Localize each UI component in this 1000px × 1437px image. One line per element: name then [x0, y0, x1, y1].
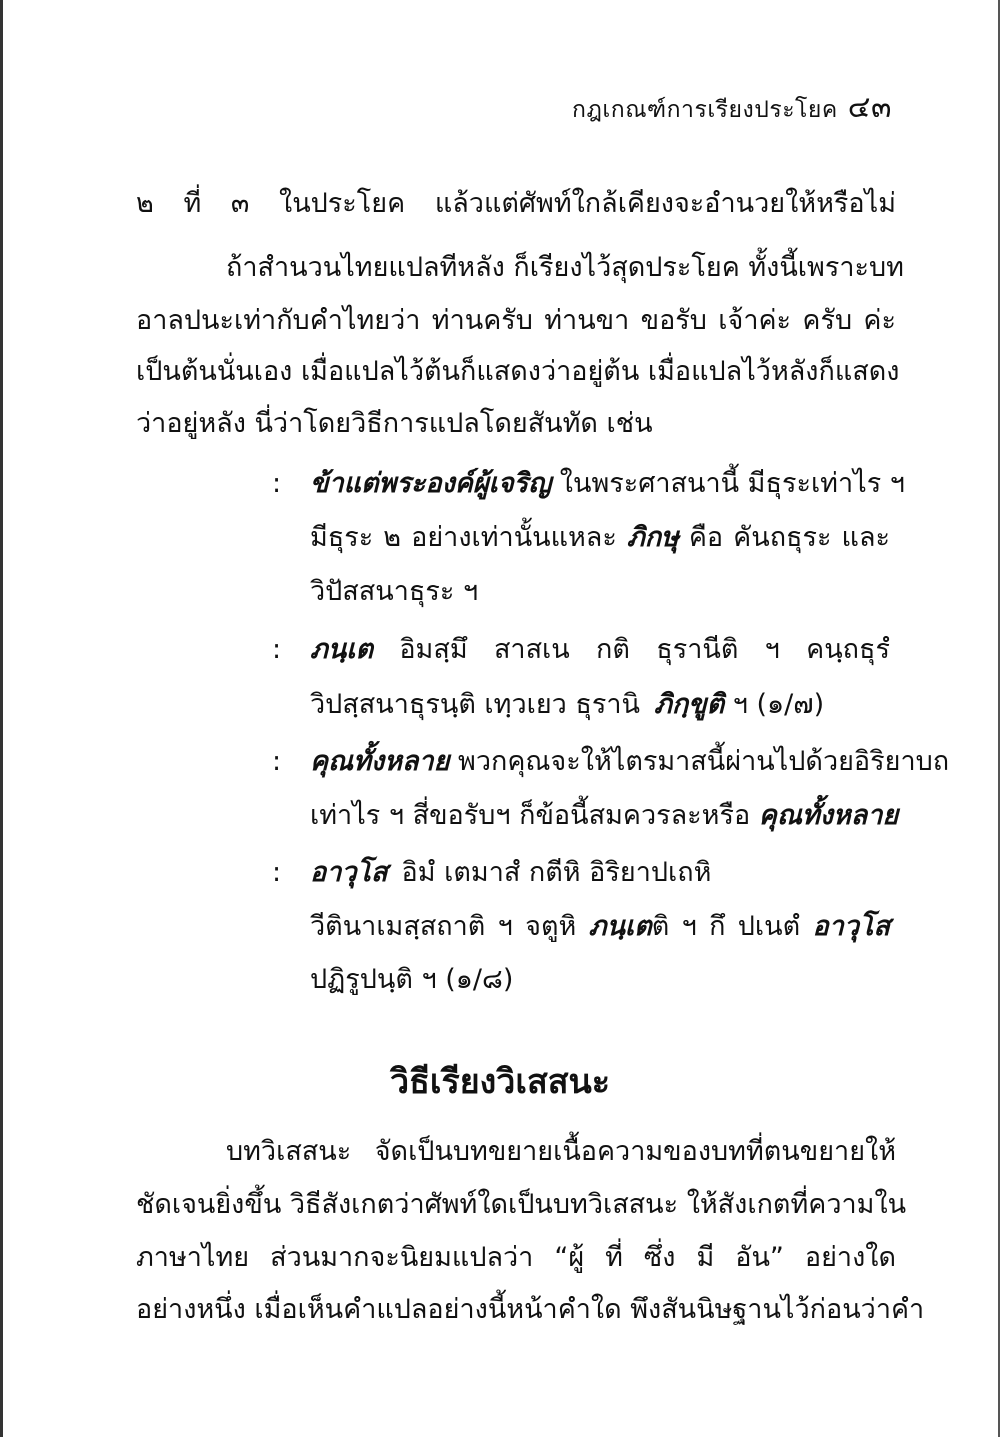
para1-line-2: ถ้าสำนวนไทยแปลทีหลัง ก็เรียงไว้สุดประโยค ทั้งนี้เพราะบท [226, 252, 904, 283]
para1-line-1: ๒ ที่ ๓ ในประโยค แล้วแต่ศัพท์ใกล้เคียงจะอำนวยให้หรือไม่ [136, 188, 896, 219]
example-3-text-2: เท่าไร ฯ สี่ขอรับฯ ก็ข้อนี้สมควรละหรือ [310, 800, 751, 831]
para1-line-5: ว่าอยู่หลัง นี่ว่าโดยวิธีการแปลโดยสันทัด เช่น [136, 408, 653, 439]
example-1-bold-1: ข้าแต่พระองค์ผู้เจริญ [310, 468, 552, 499]
example-1-bold-2: ภิกษุ [626, 522, 679, 553]
example-3-colon: : [272, 746, 282, 777]
para2-line-2: ชัดเจนยิ่งขึ้น วิธีสังเกตว่าศัพท์ใดเป็นบทวิเสสนะ ให้สังเกตที่ความใน [136, 1189, 907, 1220]
para2-line-1: บทวิเสสนะ จัดเป็นบทขยายเนื้อความของบทที่ตนขยายให้ [226, 1136, 896, 1167]
example-1-text-2: มีธุระ ๒ อย่างเท่านั้นแหละ [310, 522, 617, 553]
example-2-line-1 [310, 632, 890, 668]
para1-line-4: เป็นต้นนั่นเอง เมื่อแปลไว้ต้นก็แสดงว่าอยู่ต้น เมื่อแปลไว้หลังก็แสดง [136, 356, 900, 387]
example-1-line-1 [310, 466, 905, 502]
example-2-bold-1: ภนฺเต [310, 634, 374, 665]
para2-line-3: ภาษาไทย ส่วนมากจะนิยมแปลว่า “ผู้ ที่ ซึ่ง มี อัน” อย่างใด [136, 1242, 896, 1273]
example-3-bold-1: คุณทั้งหลาย [310, 746, 450, 777]
example-2-text-1: อิมสฺมึ สาสเน กติ ธุรานีติ ฯ คนฺถธุรํ [399, 634, 890, 665]
para1-line-3: อาลปนะเท่ากับคำไทยว่า ท่านครับ ท่านขา ขอรับ เจ้าค่ะ ครับ ค่ะ [136, 305, 896, 336]
example-2-colon: : [272, 634, 282, 665]
example-3-text-1: พวกคุณจะให้ไตรมาสนี้ผ่านไปด้วยอิริยาบถ [458, 746, 950, 777]
example-4-line-1 [310, 855, 711, 891]
example-2-line-2 [310, 687, 824, 723]
example-4-colon: : [272, 857, 282, 888]
section-heading: วิธีเรียงวิเสสนะ [390, 1062, 610, 1102]
example-4-line-2 [310, 909, 890, 945]
example-3-line-2 [310, 798, 899, 834]
example-4-bold-3: อาวุโส [812, 911, 890, 942]
example-4-bold-1: อาวุโส [310, 857, 388, 888]
page-left-edge [0, 0, 3, 1437]
running-head-title: กฎเกณฑ์การเรียงประโยค [572, 97, 838, 123]
example-3-line-1 [310, 744, 950, 780]
example-1-colon: : [272, 468, 282, 499]
example-4-text-3: ติ ฯ กึ ปเนตํ [651, 911, 801, 942]
example-4-line-3: ปฏิรูปนฺติ ฯ (๑/๘) [310, 964, 514, 995]
example-2-text-3: ฯ (๑/๗) [732, 689, 825, 720]
example-1-text-3: คือ คันถธุระ และ [688, 522, 890, 553]
example-3-bold-2: คุณทั้งหลาย [758, 800, 899, 831]
para2-line-4: อย่างหนึ่ง เมื่อเห็นคำแปลอย่างนี้หน้าคำใด พึงสันนิษฐานไว้ก่อนว่าคำ [136, 1294, 925, 1325]
example-4-text-1: อิมํ เตมาสํ กตีหิ อิริยาปเถหิ [401, 857, 712, 888]
example-4-text-2: วีตินาเมสฺสถาติ ฯ จตูหิ [310, 911, 577, 942]
example-1-line-2 [310, 520, 890, 556]
example-1-text-1: ในพระศาสนานี้ มีธุระเท่าไร ฯ [559, 468, 905, 499]
running-head [572, 84, 892, 131]
example-1-line-3: วิปัสสนาธุระ ฯ [310, 576, 479, 607]
example-4-bold-2: ภนฺเต [588, 911, 652, 942]
example-2-text-2: วิปสฺสนาธุรนฺติ เทฺวเยว ธุรานิ [310, 689, 641, 720]
example-2-bold-2: ภิกฺขูติ [654, 689, 725, 720]
page-number: ๔๓ [847, 90, 892, 125]
